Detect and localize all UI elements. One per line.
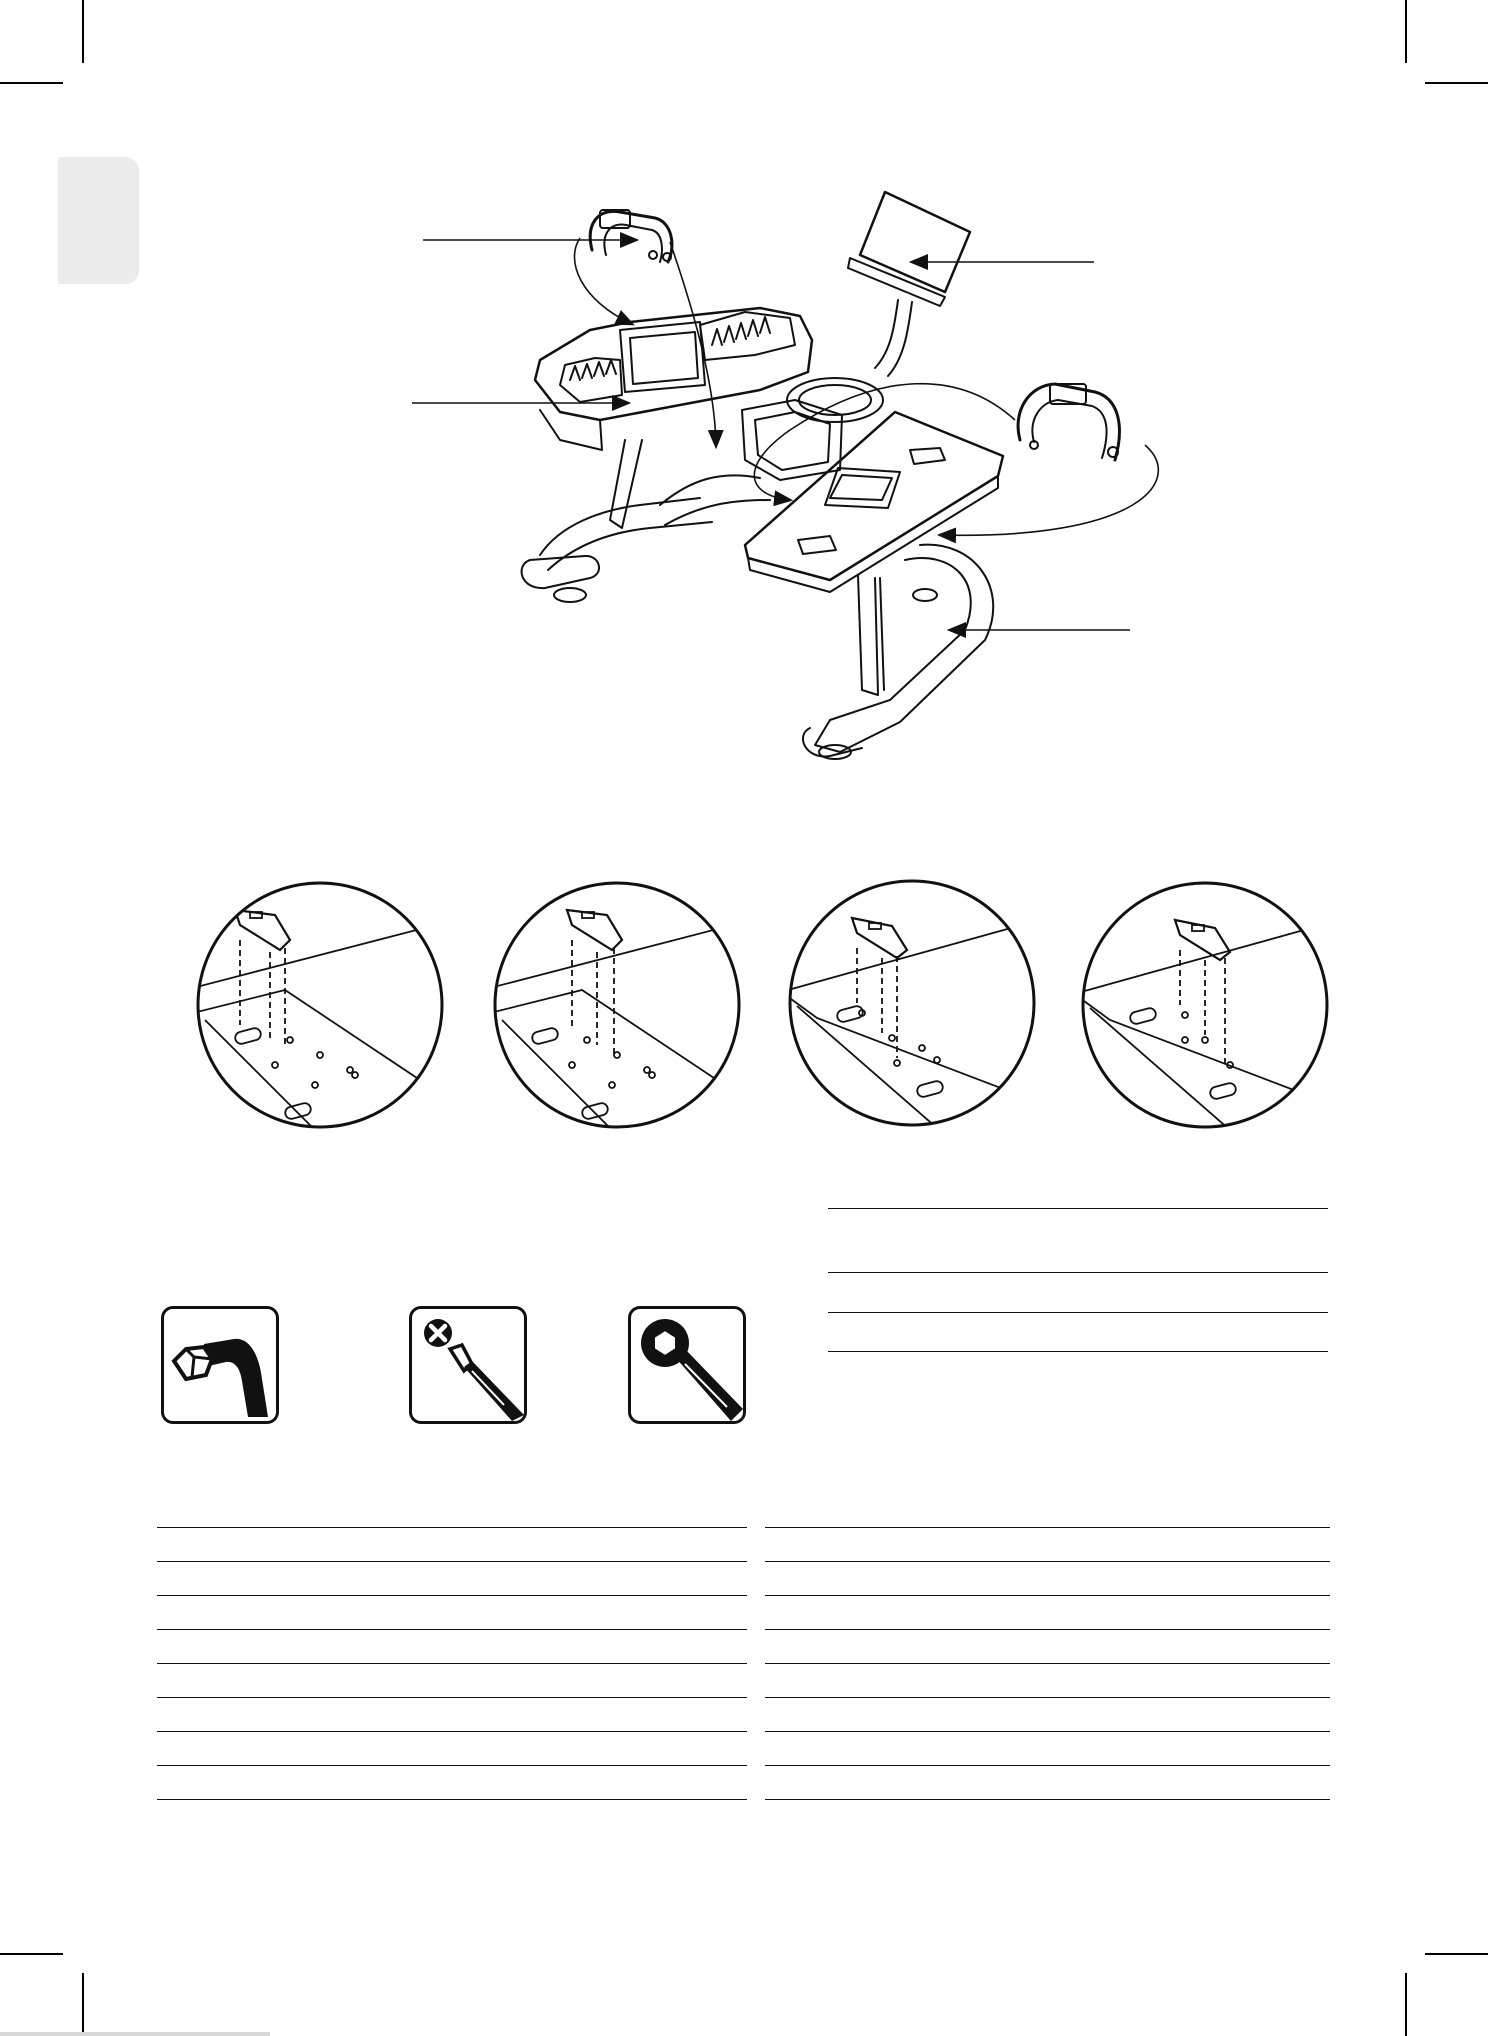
open-wrench-icon xyxy=(631,1309,743,1421)
table-left-rule-6 xyxy=(157,1697,747,1698)
phillips-screwdriver-icon xyxy=(412,1309,524,1421)
table-right-rule-7 xyxy=(765,1731,1330,1732)
crop-mark-bottom-left-v xyxy=(82,1973,84,2036)
spec-rule-1 xyxy=(828,1208,1328,1209)
table-left-rule-8 xyxy=(157,1765,747,1766)
table-right-rule-1 xyxy=(765,1527,1330,1528)
table-left-rule-7 xyxy=(157,1731,747,1732)
table-right-rule-2 xyxy=(765,1561,1330,1562)
console-and-frame-exploded-view xyxy=(0,0,1488,800)
table-right-rule-4 xyxy=(765,1629,1330,1630)
table-right-rule-5 xyxy=(765,1663,1330,1664)
detail-step-4 xyxy=(1080,880,1330,1130)
table-right-rule-3 xyxy=(765,1595,1330,1596)
detail-step-2 xyxy=(492,880,742,1130)
detail-step-1 xyxy=(195,880,445,1130)
tool-open-wrench xyxy=(628,1306,746,1424)
table-left-rule-4 xyxy=(157,1629,747,1630)
detail-step-3 xyxy=(787,878,1037,1128)
table-left-rule-5 xyxy=(157,1663,747,1664)
crop-mark-bottom-right-v xyxy=(1405,1973,1407,2036)
spec-rule-3 xyxy=(828,1312,1328,1313)
table-left-rule-1 xyxy=(157,1527,747,1528)
tool-hex-key xyxy=(161,1306,279,1424)
bottom-registration-bar xyxy=(0,2032,270,2036)
table-left-rule-3 xyxy=(157,1595,747,1596)
crop-mark-bottom-left-h xyxy=(0,1953,63,1955)
table-right-rule-9 xyxy=(765,1799,1330,1800)
table-right-rule-6 xyxy=(765,1697,1330,1698)
tool-phillips-screwdriver xyxy=(409,1306,527,1424)
table-left-rule-2 xyxy=(157,1561,747,1562)
hex-key-icon xyxy=(164,1309,276,1421)
spec-rule-4 xyxy=(828,1351,1328,1352)
spec-rule-2 xyxy=(828,1272,1328,1273)
crop-mark-bottom-right-h xyxy=(1425,1953,1488,1955)
table-left-rule-9 xyxy=(157,1799,747,1800)
table-right-rule-8 xyxy=(765,1765,1330,1766)
